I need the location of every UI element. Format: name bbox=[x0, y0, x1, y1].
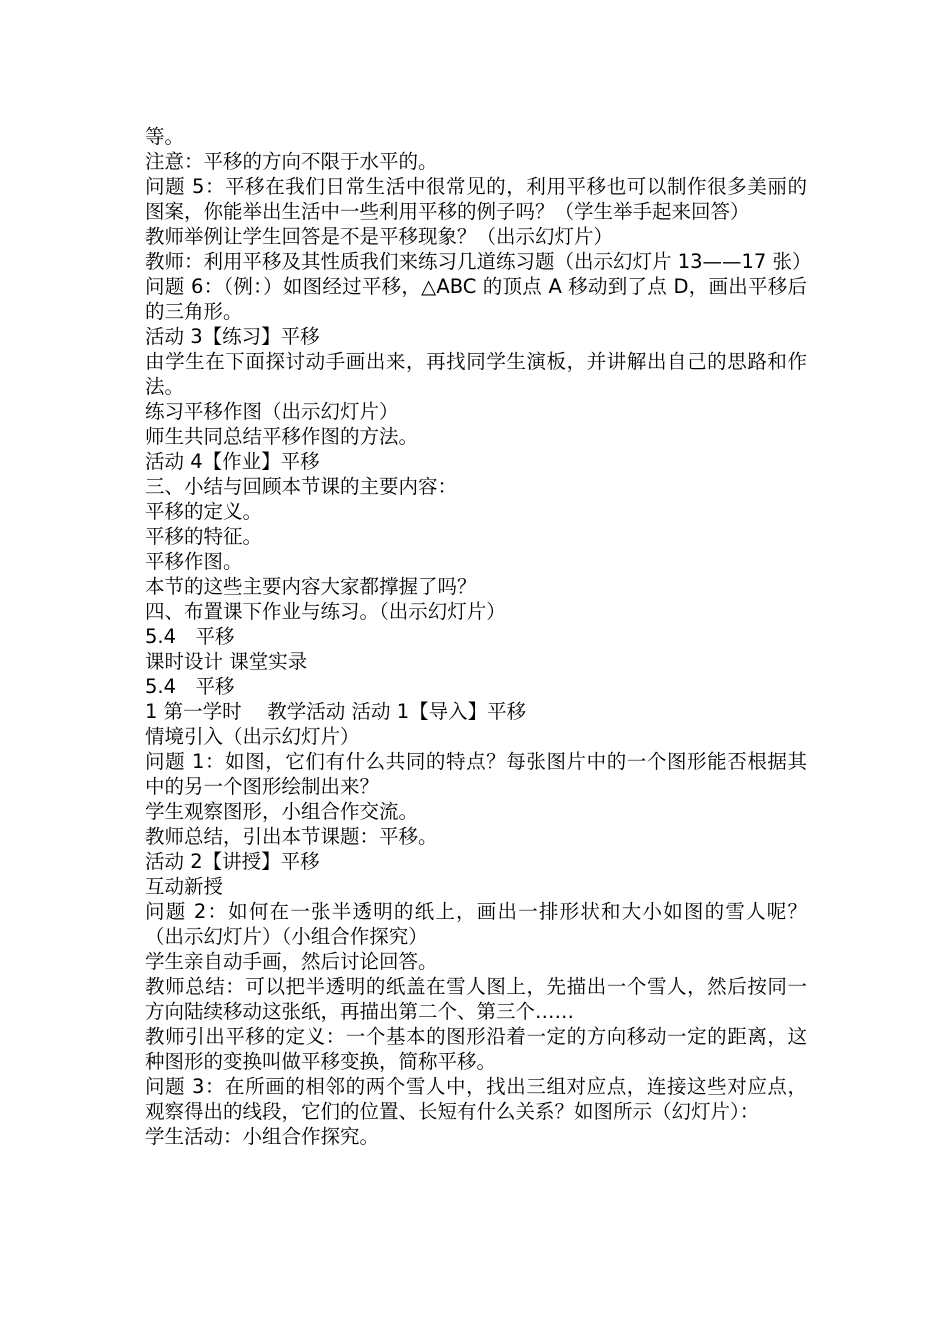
lesson-title: 5.4 平移 bbox=[145, 625, 235, 648]
paragraph: 学生活动：小组合作探究。 bbox=[145, 1125, 380, 1148]
paragraph: 教师引出平移的定义：一个基本的图形沿着一定的方向移动一定的距离，这种图形的变换叫做平移变换，简称平移。 bbox=[145, 1025, 807, 1073]
paragraph: 教师举例让学生回答是不是平移现象？（出示幻灯片） bbox=[145, 225, 614, 248]
paragraph: 由学生在下面探讨动手画出来，再找同学生演板，并讲解出自己的思路和作法。 bbox=[145, 350, 807, 398]
paragraph: 问题 6：（例：）如图经过平移，△ABC 的顶点 A 移动到了点 D，画出平移后的三角形。 bbox=[145, 275, 807, 323]
paragraph: 学生观察图形，小组合作交流。 bbox=[145, 800, 419, 823]
paragraph: 问题 1：如图，它们有什么共同的特点？每张图片中的一个图形能否根据其中的另一个图形绘制出来？ bbox=[145, 750, 807, 798]
paragraph: 师生共同总结平移作图的方法。 bbox=[145, 425, 419, 448]
paragraph: 练习平移作图（出示幻灯片） bbox=[145, 400, 399, 423]
paragraph: 问题 2：如何在一张半透明的纸上，画出一排形状和大小如图的雪人呢？（出示幻灯片）（小组合作探究） bbox=[145, 900, 807, 948]
paragraph: 教师总结，引出本节课题：平移。 bbox=[145, 825, 438, 848]
paragraph: 教师总结：可以把半透明的纸盖在雪人图上，先描出一个雪人，然后按同一方向陆续移动这张纸，再描出第二个、第三个…… bbox=[145, 975, 807, 1023]
paragraph: 情境引入（出示幻灯片） bbox=[145, 725, 360, 748]
heading-activity-1: 1 第一学时 教学活动 活动 1【导入】平移 bbox=[145, 700, 527, 723]
paragraph: 教师：利用平移及其性质我们来练习几道练习题（出示幻灯片 13——17 张） bbox=[145, 250, 812, 273]
paragraph: 问题 5：平移在我们日常生活中很常见的，利用平移也可以制作很多美丽的图案，你能举出生活中一些利用平移的例子吗？（学生举手起来回答） bbox=[145, 175, 807, 223]
paragraph: 问题 3：在所画的相邻的两个雪人中，找出三组对应点，连接这些对应点，观察得出的线段，它们的位置、长短有什么关系？如图所示（幻灯片）： bbox=[145, 1075, 807, 1123]
list-item: 平移作图。 bbox=[145, 550, 243, 573]
section-heading-homework: 四、布置课下作业与练习。（出示幻灯片） bbox=[145, 600, 506, 623]
section-heading-summary: 三、小结与回顾本节课的主要内容： bbox=[145, 475, 458, 498]
heading-activity-4: 活动 4【作业】平移 bbox=[145, 450, 320, 473]
heading-activity-3: 活动 3【练习】平移 bbox=[145, 325, 320, 348]
list-item: 平移的定义。 bbox=[145, 500, 263, 523]
list-item: 平移的特征。 bbox=[145, 525, 263, 548]
paragraph: 互动新授 bbox=[145, 875, 224, 898]
lesson-title: 5.4 平移 bbox=[145, 675, 235, 698]
paragraph: 学生亲自动手画，然后讨论回答。 bbox=[145, 950, 438, 973]
paragraph: 注意：平移的方向不限于水平的。 bbox=[145, 150, 438, 173]
paragraph: 等。 bbox=[145, 125, 185, 148]
document-body bbox=[145, 124, 812, 1149]
heading-activity-2: 活动 2【讲授】平移 bbox=[145, 850, 320, 873]
paragraph: 本节的这些主要内容大家都撑握了吗？ bbox=[145, 575, 477, 598]
lesson-subtitle: 课时设计 课堂实录 bbox=[145, 650, 308, 673]
